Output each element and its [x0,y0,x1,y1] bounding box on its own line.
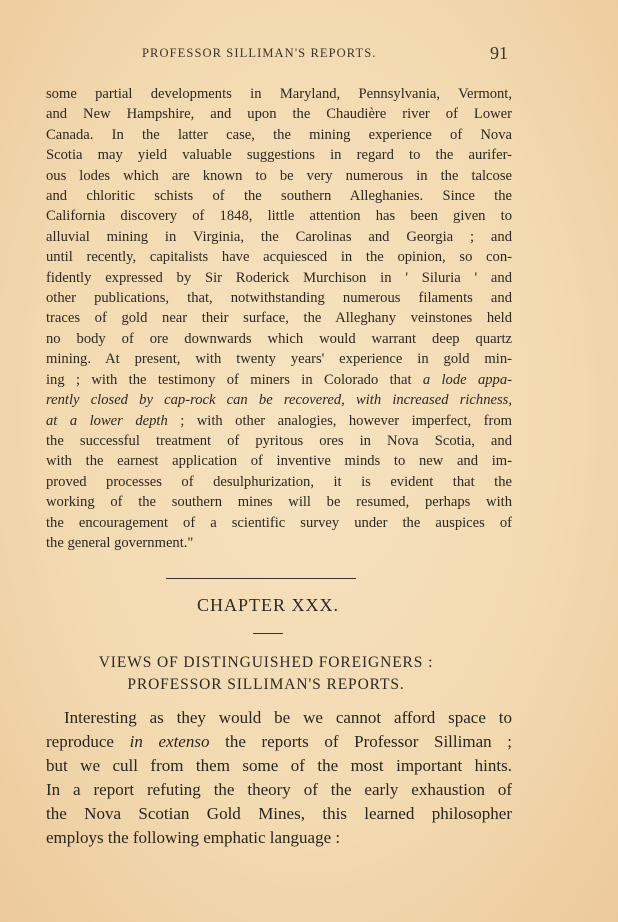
text-line [46,84,512,104]
text-segment: until recently, capitalists have acquiesced in the opinion, so con- [46,249,512,266]
text-line [46,754,512,778]
text-segment: and New Hampshire, and upon the Chaudière river of Lower [46,106,512,123]
italic-text: in extenso [129,732,210,751]
italic-text: rently closed by cap-rock can be recovered, with increased richness, [46,392,512,409]
text-segment: reproduce [46,732,130,751]
text-line [46,349,512,369]
text-line [46,802,512,826]
text-segment: ; with other analogies, however imperfect, from [167,412,512,429]
text-line [46,492,512,512]
text-line [46,125,512,145]
text-line [46,268,512,288]
text-segment: the Nova Scotian Gold Mines, this learned philosopher [46,804,512,823]
text-segment: some partial developments in Maryland, Pennsylvania, Vermont, [46,86,512,102]
text-line [46,247,512,267]
text-segment: employs the following emphatic language : [46,828,341,847]
text-line [46,145,512,165]
section-divider-rule [166,578,356,579]
text-line [46,370,512,390]
italic-text: a lode appa- [422,371,512,388]
text-segment: alluvial mining in Virginia, the Carolinas and Georgia ; and [46,228,512,245]
text-line [46,826,512,850]
text-line [46,390,512,410]
text-segment: but we cull from them some of the most important hints. [46,756,512,775]
text-segment: traces of gold near their surface, the Alleghany veinstones held [46,310,512,327]
text-segment: mining. At present, with twenty years' experience in gold min- [46,351,512,368]
text-segment: other publications, that, notwithstanding numerous filaments and [46,290,512,307]
text-line [46,778,512,802]
text-segment: Canada. In the latter case, the mining experience of Nova [46,126,512,143]
text-segment: California discovery of 1848, little attention has been given to [46,208,512,225]
italic-text: at a lower depth [46,412,168,429]
text-line [46,472,512,492]
text-line [46,411,512,431]
text-segment: proved processes of desulphurization, it is evident that the [46,473,512,490]
text-line [46,227,512,247]
text-line [46,288,512,308]
text-segment: fidently expressed by Sir Roderick Murchison in ' Siluria ' and [46,269,512,286]
text-line [46,206,512,226]
text-line [46,706,512,730]
chapter-divider-rule [253,633,283,634]
text-segment: Scotia may yield valuable suggestions in regard to the aurifer- [46,147,512,164]
text-segment: and chloritic schists of the southern Alleghanies. Since the [46,188,512,205]
text-segment: Interesting as they would be we cannot afford space to [64,708,512,727]
text-segment: with the earnest application of inventive minds to new and im- [46,453,512,470]
text-segment: In a report refuting the theory of the early exhaustion of [46,780,512,799]
text-segment: no body of ore downwards which would warrant deep quartz [46,330,512,347]
text-segment: the successful treatment of pyritous ores in Nova Scotia, and [46,432,512,449]
text-line [46,513,512,533]
running-head [0,43,618,66]
text-line [46,186,512,206]
text-line [46,451,512,471]
text-line [46,431,512,451]
text-segment: working of the southern mines will be resumed, perhaps with [46,494,512,511]
chapter-heading: CHAPTER XXX. [196,595,339,615]
text-segment: ing ; with the testimony of miners in Colorado that [46,371,423,388]
text-line [46,308,512,328]
text-segment: the general government." [46,534,194,551]
text-segment: the reports of Professor Silliman ; [209,732,512,751]
text-line [46,104,512,124]
text-segment: the encouragement of a scientific survey under the auspices of [46,514,512,531]
text-line [46,730,512,754]
text-segment: ous lodes which are known to be very numerous in the talcose [46,167,512,184]
text-line [46,329,512,349]
text-line [46,533,512,553]
chapter-subtitle-line-2: PROFESSOR SILLIMAN'S REPORTS. [127,676,405,693]
quoted-paragraph [46,84,512,553]
page-number: 91 [490,43,508,63]
chapter-subtitle-line-1: VIEWS OF DISTINGUISHED FOREIGNERS : [98,654,434,671]
running-head-title: PROFESSOR SILLIMAN'S REPORTS. [142,46,377,60]
chapter-intro-paragraph [46,706,512,850]
text-line [46,166,512,186]
